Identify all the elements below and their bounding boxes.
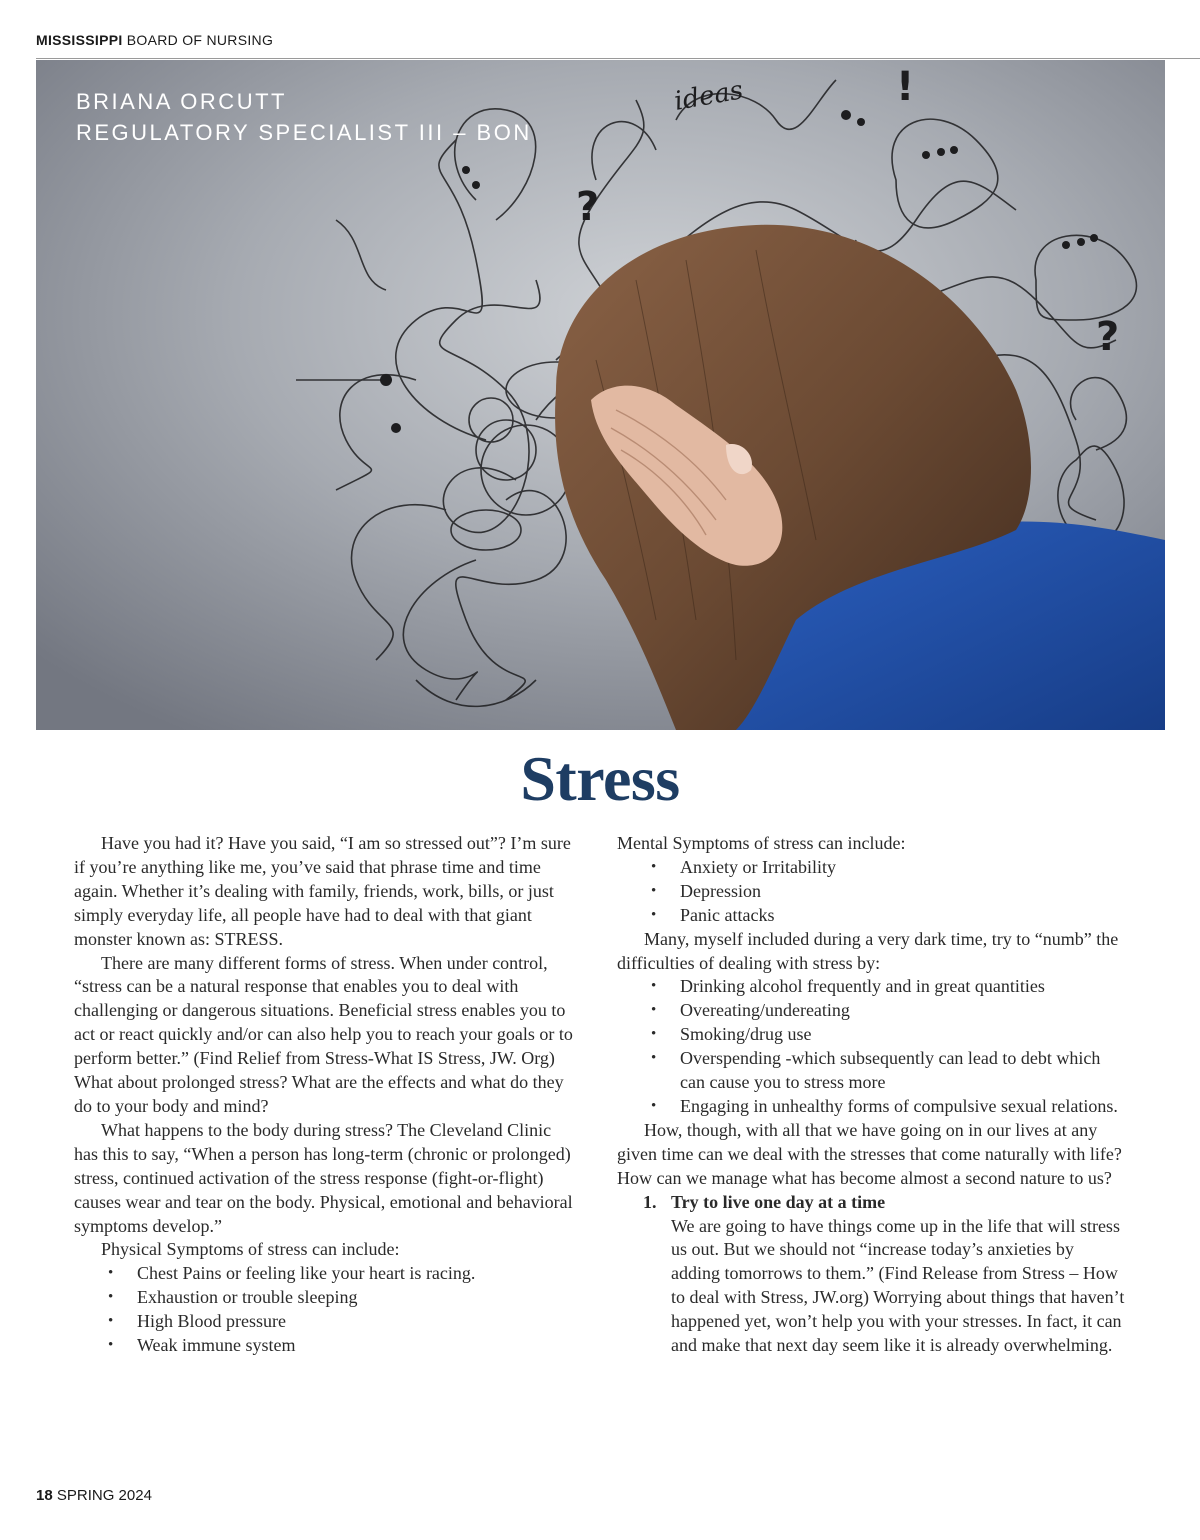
list-item: • Depression xyxy=(617,880,1127,904)
right-column xyxy=(617,832,1127,1358)
left-column xyxy=(74,832,574,1358)
stressed-woman-illustration xyxy=(36,60,1165,730)
author-name: BRIANA ORCUTT xyxy=(76,89,287,114)
step-body: We are going to have things come up in the life that will stress us out. But we should not “increase today’s anxieties by adding tomorrows to them.” (Find Release from Stress – How to deal with Stress, JW.org) Worrying about things that haven’t happened yet, won’t help you with your stresses. In fact, it can and make that next day seem like it is already overwhelming. xyxy=(671,1215,1125,1356)
step-heading: Try to live one day at a time xyxy=(671,1191,886,1212)
physical-symptoms-list xyxy=(74,1262,574,1358)
list-item: • Smoking/drug use xyxy=(617,1023,1127,1047)
paragraph-intro: Have you had it? Have you said, “I am so stressed out”? I’m sure if you’re anything like me, you’ve said that phrase time and time again. Whether it’s dealing with family, friends, work, bills, or just simply everyday life, all people have had to deal with that giant monster known as: STRESS. xyxy=(74,833,571,949)
header-section: BOARD OF NURSING xyxy=(126,32,274,48)
list-item: • Overspending -which subsequently can lead to debt which can cause you to stress more xyxy=(617,1047,1127,1095)
header-brand: MISSISSIPPI xyxy=(36,32,123,48)
svg-text:ideas: ideas xyxy=(672,75,746,117)
paragraph-physical-intro: Physical Symptoms of stress can include: xyxy=(101,1239,400,1260)
paragraph-body-during-stress: What happens to the body during stress? The Cleveland Clinic has this to say, “When a person has long-term (chronic or prolonged) stress, continued activation of the stress response (fight-or-flight) causes wear and tear on the body. Physical, emotional and behavioral symptoms develop.” xyxy=(74,1119,573,1236)
issue-label: SPRING 2024 xyxy=(56,1487,152,1504)
paragraph-how-to-deal: How, though, with all that we have going on in our lives at any given time can we deal with the stresses that come naturally with life? How can we manage what has become almost a second nature to us? xyxy=(617,1119,1122,1188)
step-one xyxy=(617,1191,1127,1358)
list-item: • Engaging in unhealthy forms of compulsive sexual relations. xyxy=(617,1095,1127,1119)
list-item: • High Blood pressure xyxy=(74,1310,574,1334)
mental-symptoms-list xyxy=(617,856,1127,928)
paragraph-forms-of-stress: There are many different forms of stress. When under control, “stress can be a natural response that enables you to deal with challenging or dangerous situations. Beneficial stress enables you to act or react quickly and/or can also help you to reach your goals or to perform better.” (Find Relief from Stress-What IS Stress, JW. Org) What about prolonged stress? What are the effects and what do they do to your body and mind? xyxy=(74,952,573,1116)
paragraph-numb-intro: Many, myself included during a very dark time, try to “numb” the difficulties of dealing with stress by: xyxy=(617,928,1119,973)
svg-text:?: ? xyxy=(576,184,600,230)
list-item: • Drinking alcohol frequently and in great quantities xyxy=(617,975,1127,999)
svg-text:?: ? xyxy=(1096,314,1120,360)
author-title: REGULATORY SPECIALIST III – BON xyxy=(76,120,532,145)
list-item: • Anxiety or Irritability xyxy=(617,856,1127,880)
list-item: • Panic attacks xyxy=(617,904,1127,928)
author-byline xyxy=(76,86,532,148)
hero-image xyxy=(36,60,1165,730)
paragraph-mental-intro: Mental Symptoms of stress can include: xyxy=(617,833,906,853)
list-item: • Exhaustion or trouble sleeping xyxy=(74,1286,574,1310)
list-item: • Overeating/undereating xyxy=(617,999,1127,1023)
step-number: 1. xyxy=(643,1191,657,1212)
article-title: Stress xyxy=(520,743,680,814)
page-header xyxy=(36,32,1200,59)
svg-text:!: ! xyxy=(896,64,915,110)
numbing-behaviors-list xyxy=(617,975,1127,1118)
page-footer xyxy=(36,1487,152,1504)
list-item: • Weak immune system xyxy=(74,1334,574,1358)
page-number: 18 xyxy=(36,1487,53,1504)
list-item: • Chest Pains or feeling like your heart is racing. xyxy=(74,1262,574,1286)
